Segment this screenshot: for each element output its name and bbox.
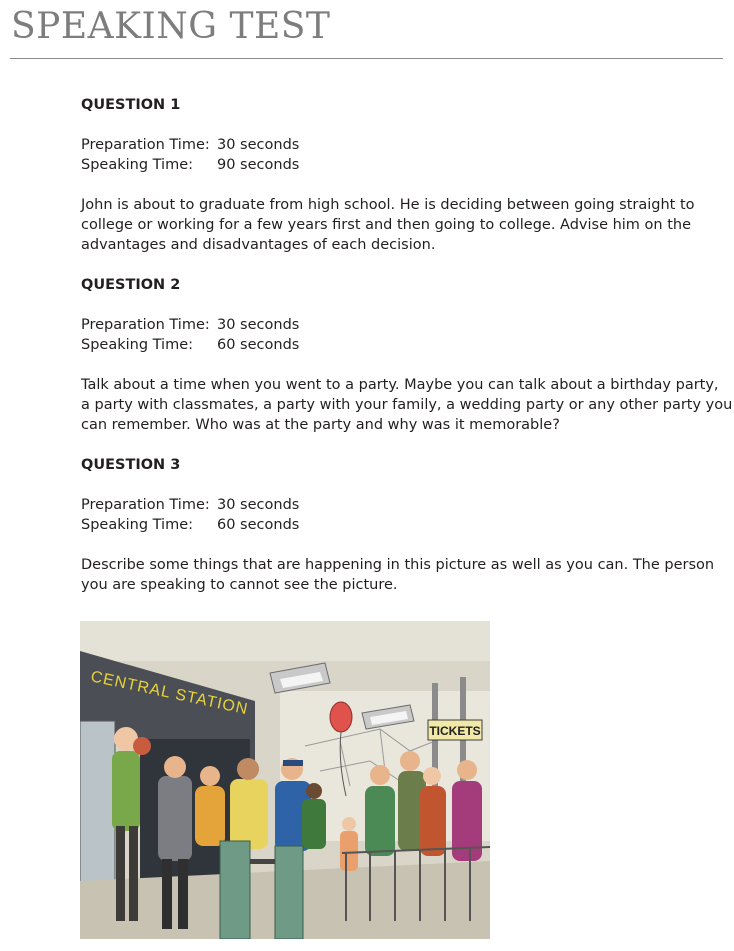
preparation-time-value: 30 seconds	[217, 137, 300, 153]
preparation-time-value: 30 seconds	[217, 317, 300, 333]
question-1-heading: QUESTION 1	[81, 97, 181, 113]
speaking-time-value: 60 seconds	[217, 517, 300, 533]
prompt-line: can remember. Who was at the party and why was it memorable?	[81, 417, 560, 433]
question-3-heading: QUESTION 3	[81, 457, 181, 473]
prompt-line: a party with classmates, a party with your family, a wedding party or any other party you	[81, 397, 733, 413]
question-3	[81, 455, 731, 595]
question-2-prompt	[81, 375, 731, 435]
station-sign: CENTRAL STATION	[89, 668, 250, 719]
prompt-line: you are speaking to cannot see the picture.	[81, 577, 398, 593]
questions-section	[81, 95, 731, 615]
svg-text:TICKETS: TICKETS	[429, 724, 481, 738]
speaking-time-value: 90 seconds	[217, 157, 300, 173]
prompt-line: Describe some things that are happening in this picture as well as you can. The person	[81, 557, 715, 573]
tickets-sign	[428, 720, 482, 740]
speaking-time-label: Speaking Time:	[81, 517, 194, 533]
question-1-times	[81, 135, 731, 175]
question-3-prompt	[81, 555, 731, 595]
prompt-line: college or working for a few years first and then going to college. Advise him on the	[81, 217, 692, 233]
preparation-time-label: Preparation Time:	[81, 317, 210, 333]
question-2-heading: QUESTION 2	[81, 277, 181, 293]
question-2-times	[81, 315, 731, 355]
station-illustration	[80, 621, 490, 939]
title-divider	[10, 58, 723, 59]
speaking-time-label: Speaking Time:	[81, 157, 194, 173]
question-2	[81, 275, 731, 435]
preparation-time-label: Preparation Time:	[81, 497, 210, 513]
prompt-line: Talk about a time when you went to a party. Maybe you can talk about a birthday party,	[81, 377, 719, 393]
preparation-time-value: 30 seconds	[217, 497, 300, 513]
preparation-time-label: Preparation Time:	[81, 137, 210, 153]
question-1-prompt	[81, 195, 731, 255]
speaking-time-value: 60 seconds	[217, 337, 300, 353]
question-3-times	[81, 495, 731, 535]
speaking-time-label: Speaking Time:	[81, 337, 194, 353]
prompt-line: John is about to graduate from high school. He is deciding between going straight to	[81, 197, 695, 213]
prompt-line: advantages and disadvantages of each decision.	[81, 237, 436, 253]
question-1	[81, 95, 731, 255]
page-title: SPEAKING TEST	[11, 6, 331, 47]
